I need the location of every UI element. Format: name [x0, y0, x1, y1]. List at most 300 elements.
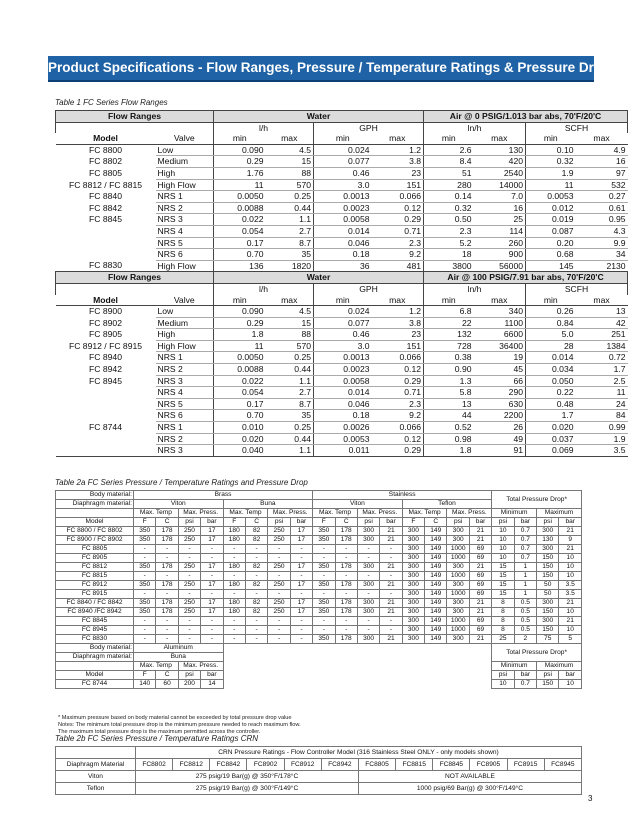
table-cell: 0.7 [514, 680, 536, 689]
table-cell: 300 [357, 581, 379, 590]
table-cell: High Flow [156, 179, 214, 191]
table-cell: - [134, 617, 156, 626]
table-cell: - [290, 635, 312, 644]
table-cell: 900 [474, 249, 526, 261]
table-cell: 82 [245, 536, 267, 545]
table-cell: 14000 [474, 179, 526, 191]
table-row [56, 317, 628, 329]
table-cell: 21 [469, 563, 491, 572]
table-cell: - [223, 635, 245, 644]
table-cell: 13 [576, 306, 628, 318]
table-cell: 570 [266, 340, 314, 352]
table-cell: 300 [357, 563, 379, 572]
empty-cell [56, 122, 214, 133]
table-cell: 21 [380, 563, 402, 572]
table-cell: - [223, 554, 245, 563]
table-cell: 0.17 [214, 398, 266, 410]
row-label: Diaphragm material: [56, 653, 134, 662]
aluminum-header: Aluminum [134, 644, 224, 653]
table-cell: 0.25 [266, 352, 314, 364]
table-row [56, 410, 628, 422]
table-cell: 0.7 [514, 554, 536, 563]
table-cell: 0.069 [526, 445, 576, 457]
table-cell: Low [156, 144, 214, 156]
table-cell: NRS 3 [156, 375, 214, 387]
table-cell: - [178, 617, 200, 626]
table-cell: NRS 3 [156, 214, 214, 226]
table-cell: FC 8912 [56, 581, 134, 590]
table-row [56, 545, 582, 554]
table-cell: 300 [402, 554, 424, 563]
table-cell: 4.9 [576, 144, 628, 156]
table-cell: 350 [313, 599, 335, 608]
table-cell: - [268, 545, 290, 554]
table-cell: 9.2 [372, 249, 424, 261]
table-cell: FC 8812 [56, 563, 134, 572]
table-cell: 1 [514, 590, 536, 599]
table-cell: 0.0023 [314, 364, 372, 376]
unit-header: F [134, 518, 156, 527]
table-cell: 9.9 [576, 237, 628, 249]
table-cell: 28 [526, 340, 576, 352]
table-cell: 149 [425, 599, 447, 608]
table-cell: 15 [492, 572, 514, 581]
table-cell: - [156, 635, 178, 644]
table-cell [56, 445, 156, 457]
table-cell: 26 [474, 422, 526, 434]
table-cell: 0.12 [372, 202, 424, 214]
flow-ranges-header: Flow Ranges [56, 111, 214, 123]
table-cell: 136 [214, 260, 266, 272]
table-cell: 570 [266, 179, 314, 191]
stainless-header: Stainless [313, 491, 492, 500]
table-cell: 21 [469, 608, 491, 617]
table-cell [56, 225, 156, 237]
column-header: Model [56, 295, 156, 306]
table-cell: 250 [268, 608, 290, 617]
table-cell [56, 398, 156, 410]
table-cell: - [223, 590, 245, 599]
table-cell: NRS 6 [156, 410, 214, 422]
table-cell: 149 [425, 563, 447, 572]
table-cell: 82 [245, 581, 267, 590]
table-cell: FC 8805 [89, 167, 122, 178]
max-temp-header: Max. Temp [313, 509, 358, 518]
table-cell: 350 [134, 599, 156, 608]
table-cell: 8 [492, 617, 514, 626]
table-cell: 0.0050 [214, 191, 266, 203]
table-cell: 21 [469, 599, 491, 608]
table-cell: 300 [402, 626, 424, 635]
unit-header: ln/h [424, 283, 526, 294]
column-header: Valve [156, 133, 214, 144]
table-cell: 250 [268, 563, 290, 572]
table-cell: 21 [559, 599, 582, 608]
table-cell: - [245, 545, 267, 554]
rating-row [56, 771, 582, 783]
unit-header: psi [357, 518, 379, 527]
model-header: FC8842 [210, 759, 247, 771]
table-cell: 180 [223, 599, 245, 608]
table-cell: 149 [425, 590, 447, 599]
table-cell: 340 [474, 306, 526, 318]
air-header: Air @ 0 PSIG/1.013 bar abs, 70'F/20'C [424, 111, 628, 123]
table-cell: 25 [492, 635, 514, 644]
diaphragm-header: Teflon [402, 500, 492, 509]
table-cell: 8.4 [424, 156, 474, 168]
table-cell: 0.0026 [314, 422, 372, 434]
table-cell: 3.8 [372, 317, 424, 329]
table-cell: 36400 [474, 340, 526, 352]
aluminum-body-row [56, 644, 582, 653]
table-cell: 2 [514, 635, 536, 644]
table-cell: FC 8805 [56, 545, 134, 554]
table-cell: 290 [474, 387, 526, 399]
table-cell: 300 [402, 536, 424, 545]
table-cell: 0.84 [526, 317, 576, 329]
table-cell: 0.44 [266, 433, 314, 445]
table-cell: - [290, 572, 312, 581]
table-cell: FC 8905 [89, 329, 122, 340]
table-cell: 178 [335, 581, 357, 590]
table-cell: 21 [380, 608, 402, 617]
table-cell: 1000 [447, 590, 469, 599]
table-cell: 10 [559, 554, 582, 563]
table-cell: 50 [537, 590, 559, 599]
table-cell: 350 [313, 635, 335, 644]
table-cell: 350 [313, 536, 335, 545]
model-header: FC8942 [321, 759, 358, 771]
table-cell: 178 [335, 527, 357, 536]
table-cell: FC 8845 [89, 214, 122, 225]
table-cell: FC 8802 [89, 156, 122, 167]
table-cell: 300 [447, 608, 469, 617]
table-cell: FC 8845 [56, 617, 134, 626]
table-cell: 10 [559, 572, 582, 581]
table-cell: 10 [492, 545, 514, 554]
table-cell: Low [156, 306, 214, 318]
table-cell: 0.44 [266, 364, 314, 376]
table-cell: 3.0 [314, 340, 372, 352]
table-cell: 21 [469, 635, 491, 644]
table-cell: 6600 [474, 329, 526, 341]
table-cell: - [201, 635, 223, 644]
table-cell: - [313, 626, 335, 635]
table-cell: 5.2 [424, 237, 474, 249]
table-cell: 0.024 [314, 144, 372, 156]
table-row [56, 617, 582, 626]
max-temp-header: Max. Temp [134, 509, 179, 518]
brass-header: Brass [134, 491, 313, 500]
table-row [56, 156, 628, 168]
table-cell: 250 [268, 536, 290, 545]
table-cell: 0.7 [514, 536, 536, 545]
total-drop-header: Total Pressure Drop* [492, 491, 582, 509]
table-cell: 300 [357, 536, 379, 545]
table-cell: 0.050 [526, 375, 576, 387]
table-cell: NRS 5 [156, 398, 214, 410]
row-label: Diaphragm Material [56, 759, 136, 771]
table-cell: 0.38 [424, 352, 474, 364]
table-cell: High [156, 329, 214, 341]
body-material-row [56, 491, 582, 500]
table-cell: 0.0058 [314, 375, 372, 387]
table-cell: 56000 [474, 260, 526, 272]
table-cell: 10 [559, 680, 582, 689]
model-row [56, 759, 582, 771]
table-cell: - [380, 590, 402, 599]
table-cell: 0.12 [372, 364, 424, 376]
table-cell: 0.26 [526, 306, 576, 318]
table-cell: 0.68 [526, 249, 576, 261]
unit-header: C [335, 518, 357, 527]
column-header: min [424, 295, 474, 306]
unit-header: F [223, 518, 245, 527]
max-press-header: Max. Press. [447, 509, 492, 518]
table-cell: 8 [492, 599, 514, 608]
table-cell: 0.014 [314, 225, 372, 237]
table-cell: 0.29 [214, 317, 266, 329]
table-cell: - [245, 617, 267, 626]
table-cell: 60 [156, 680, 178, 689]
table-cell: 300 [447, 635, 469, 644]
unit-header: bar [514, 518, 536, 527]
table-cell: 0.48 [526, 398, 576, 410]
table-cell: 3.0 [314, 179, 372, 191]
table-cell: 0.034 [526, 364, 576, 376]
table-row [56, 352, 628, 364]
table-cell: 16 [474, 202, 526, 214]
table-row [56, 214, 628, 226]
table-cell: FC 8905 [56, 554, 134, 563]
table-cell: 69 [469, 554, 491, 563]
table-cell: 0.46 [314, 167, 372, 179]
table-cell: 21 [380, 581, 402, 590]
table-cell: 10 [559, 626, 582, 635]
table-cell: 630 [474, 398, 526, 410]
table-cell: 130 [474, 144, 526, 156]
table-cell: 1000 [447, 572, 469, 581]
table-row [56, 433, 628, 445]
table-cell: 300 [357, 635, 379, 644]
table-cell: FC 8830 [56, 635, 134, 644]
table-cell: 1.2 [372, 306, 424, 318]
table-cell: 0.14 [424, 191, 474, 203]
table-cell: 149 [425, 527, 447, 536]
table-cell: 0.17 [214, 237, 266, 249]
table-cell: 21 [559, 545, 582, 554]
table-cell: 250 [268, 581, 290, 590]
table-cell: 250 [178, 599, 200, 608]
table-cell: 36 [314, 260, 372, 272]
table2a-caption: Table 2a FC Series Pressure / Temperature Ratings and Pressure Drop [55, 478, 308, 487]
table-row [56, 680, 582, 689]
table-cell: 300 [402, 545, 424, 554]
table-cell: 0.7 [514, 545, 536, 554]
max-press-header: Max. Press. [357, 509, 402, 518]
table-cell: 0.0013 [314, 352, 372, 364]
table-cell: 300 [402, 572, 424, 581]
table-cell: 0.18 [314, 410, 372, 422]
table-cell: 15 [492, 581, 514, 590]
table-cell: 178 [156, 563, 178, 572]
table-cell: 1.1 [266, 375, 314, 387]
table-cell: 91 [474, 445, 526, 457]
table-cell: 0.012 [526, 202, 576, 214]
table-cell: 82 [245, 563, 267, 572]
units-row [56, 122, 628, 133]
table-row [56, 364, 628, 376]
table-cell: NRS 1 [156, 422, 214, 434]
table-cell: 2.5 [576, 375, 628, 387]
table-cell: NRS 6 [156, 249, 214, 261]
table-cell: 35 [266, 410, 314, 422]
table-cell: FC 8900 [89, 306, 122, 317]
unit-header: l/h [214, 283, 314, 294]
table-cell: 88 [266, 167, 314, 179]
table-cell: - [335, 617, 357, 626]
banner-title: Product Specifications - Flow Ranges, Pressure / Temperature Ratings & Pressure Drop [48, 60, 611, 75]
diaphragm-header: Viton [134, 500, 224, 509]
diaphragm-header: Viton [313, 500, 403, 509]
table-cell: 0.040 [214, 445, 266, 457]
table-cell: 2130 [576, 260, 628, 272]
table-cell: FC 8942 [89, 364, 122, 375]
table-cell: NRS 1 [156, 191, 214, 203]
table-cell: 14 [201, 680, 223, 689]
table-cell: - [380, 572, 402, 581]
table-cell: 3.5 [576, 445, 628, 457]
unit-header: bar [559, 671, 582, 680]
table-cell: 0.011 [314, 445, 372, 457]
table-cell: 0.077 [314, 317, 372, 329]
table-row [56, 329, 628, 341]
page-number: 3 [588, 794, 593, 803]
table-cell: 0.5 [514, 617, 536, 626]
table-cell: 82 [245, 527, 267, 536]
table-cell: FC 8815 [56, 572, 134, 581]
table-cell: 180 [223, 581, 245, 590]
table-cell: - [178, 626, 200, 635]
table-cell: 150 [537, 572, 559, 581]
table-cell: 149 [425, 617, 447, 626]
table-cell: 23 [372, 167, 424, 179]
table-cell: - [313, 617, 335, 626]
table-row [56, 445, 628, 457]
table-cell: 15 [266, 156, 314, 168]
table-cell: 8.7 [266, 237, 314, 249]
table-cell: 3.5 [559, 590, 582, 599]
table-cell: - [223, 626, 245, 635]
unit-header: bar [514, 671, 536, 680]
table-cell: 2.6 [424, 144, 474, 156]
table-cell: Medium [156, 317, 214, 329]
table-cell: 1.9 [576, 433, 628, 445]
empty-cell [56, 662, 134, 671]
table-cell: 0.52 [424, 422, 474, 434]
table-cell: 17 [290, 527, 312, 536]
table-row [56, 599, 582, 608]
rating-row [56, 783, 582, 795]
column-header: min [526, 133, 576, 144]
table-cell: 4.3 [576, 225, 628, 237]
table-cell: 149 [425, 536, 447, 545]
table-row [56, 572, 582, 581]
unit-header: F [313, 518, 335, 527]
table-cell: 140 [134, 680, 156, 689]
table-cell: 42 [576, 317, 628, 329]
section-header-row [56, 272, 628, 284]
table-cell: 8 [492, 608, 514, 617]
total-drop-header: Total Pressure Drop* [492, 644, 582, 662]
column-header: min [314, 295, 372, 306]
table-cell: - [268, 626, 290, 635]
table-cell: 0.90 [424, 364, 474, 376]
table-cell: 0.71 [372, 225, 424, 237]
column-header: min [214, 295, 266, 306]
table-cell: 0.7 [514, 527, 536, 536]
table-cell: 251 [576, 329, 628, 341]
table-cell: FC 8800 [89, 145, 122, 156]
table-cell: 1.9 [526, 167, 576, 179]
table-cell: NRS 1 [156, 352, 214, 364]
model-header: FC8802 [136, 759, 173, 771]
table-cell: NRS 4 [156, 387, 214, 399]
table-cell: High Flow [156, 260, 214, 272]
table-cell: FC 8945 [56, 626, 134, 635]
table-cell: - [201, 554, 223, 563]
table-cell: 84 [576, 410, 628, 422]
table-cell: 300 [402, 563, 424, 572]
table-cell: - [380, 617, 402, 626]
table-cell: 8.7 [266, 398, 314, 410]
table-cell: 88 [266, 329, 314, 341]
table-cell: 2.3 [424, 225, 474, 237]
table-cell: 180 [223, 527, 245, 536]
column-header: min [424, 133, 474, 144]
table-cell: 1.1 [266, 445, 314, 457]
table-cell: 21 [380, 536, 402, 545]
table-cell: 300 [357, 527, 379, 536]
table-cell: 0.0053 [314, 433, 372, 445]
rating-value: 1000 psig/69 Bar(g) @ 300°F/149°C [358, 783, 581, 795]
table-cell: 0.0023 [314, 202, 372, 214]
table-cell: 50 [537, 581, 559, 590]
column-header: max [474, 133, 526, 144]
diaphragm-header: Buna [134, 653, 224, 662]
table-cell: - [335, 545, 357, 554]
table-cell: 1.76 [214, 167, 266, 179]
table-cell: - [223, 617, 245, 626]
unit-header: GPH [314, 122, 424, 133]
table-cell: FC 8915 [56, 590, 134, 599]
table-cell: 0.95 [576, 214, 628, 226]
table-row [56, 563, 582, 572]
table-cell: 149 [425, 545, 447, 554]
table-cell: - [268, 617, 290, 626]
table-cell: 0.5 [514, 608, 536, 617]
unit-row [56, 518, 582, 527]
table-cell: 0.72 [576, 352, 628, 364]
table-row [56, 608, 582, 617]
table-cell: 0.010 [214, 422, 266, 434]
table-cell: 0.71 [372, 387, 424, 399]
table-cell: 481 [372, 260, 424, 272]
table-cell: - [335, 626, 357, 635]
table-cell: 21 [559, 617, 582, 626]
table-cell: - [134, 635, 156, 644]
table-cell: 2.7 [266, 225, 314, 237]
